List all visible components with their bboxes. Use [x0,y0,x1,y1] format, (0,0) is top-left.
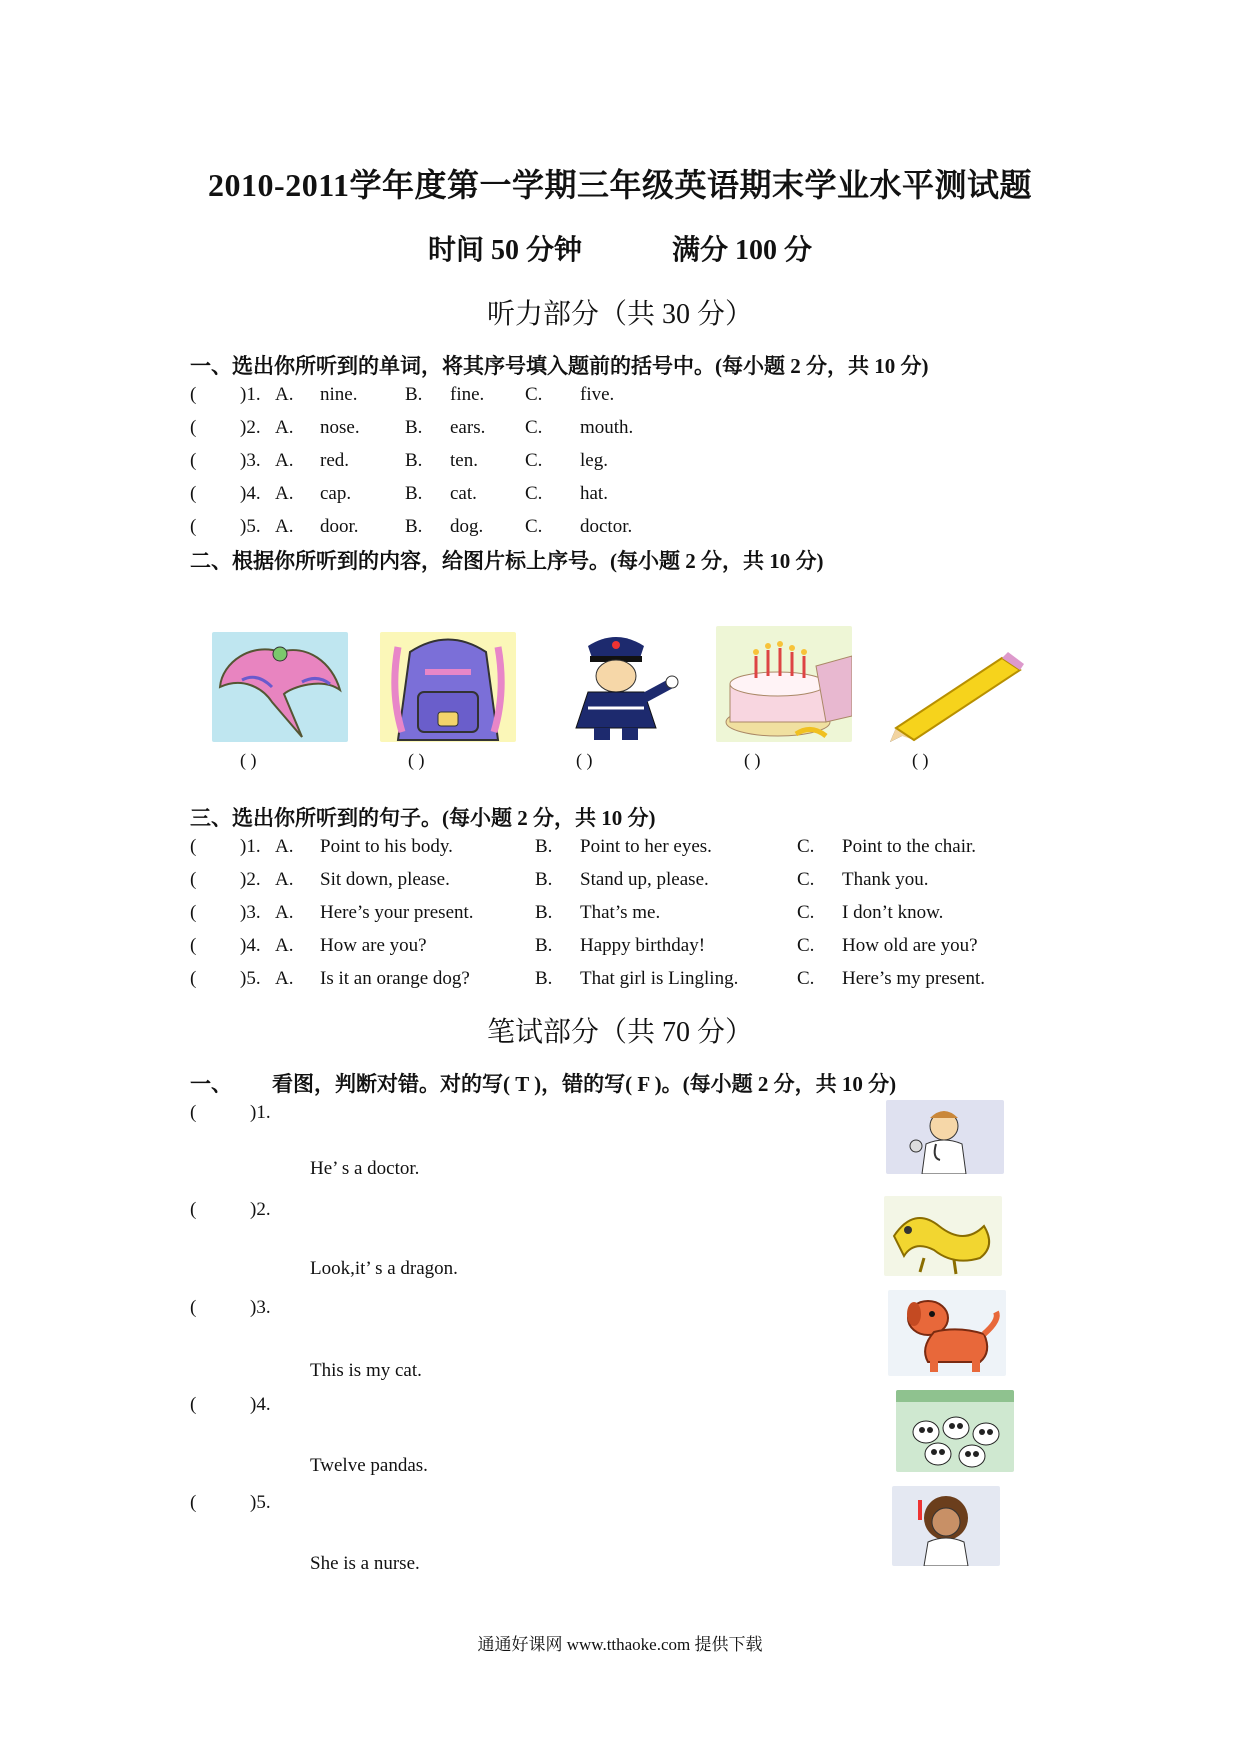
pandas-image [896,1390,1014,1472]
pencil-image [884,650,1024,742]
exam-title: 2010-2011学年度第一学期三年级英语期末学业水平测试题 [208,167,1032,203]
writing-part1-instruction: 一、 看图，判断对错。对的写( T )，错的写( F )。(每小题 2 分，共 10 分) [190,1072,897,1096]
birthday-cake-image [716,626,852,742]
exam-time: 时间 50 分钟 [427,235,582,266]
picture-answer-parens: ( ) ( ) ( ) ( ) ( ) [240,750,929,770]
doctor-image [886,1100,1004,1174]
sentence-text: She is a nurse. [310,1553,420,1574]
dog-image [888,1290,1006,1376]
sentence-text: Twelve pandas. [310,1455,428,1476]
listening-heading: 听力部分（共 30 分） [486,299,753,330]
listening-part3-instruction: 三、选出你所听到的句子。(每小题 2 分，共 10 分) [190,806,656,830]
kite-image [212,632,348,742]
sentence-text: He’ s a doctor. [310,1158,420,1179]
schoolbag-image [380,632,516,742]
sentence-text: Look,it’ s a dragon. [310,1258,458,1279]
listening-part2-instruction: 二、根据你所听到的内容，给图片标上序号。(每小题 2 分，共 10 分) [190,549,824,573]
exam-meta [0,228,1240,268]
footer-source: 通通好课网 www.tthaoke.com 提供下载 [477,1635,763,1654]
writing-heading: 笔试部分（共 70 分） [486,1017,753,1048]
sentence-text: This is my cat. [310,1360,422,1381]
dragon-image [884,1196,1002,1276]
policeman-image [548,628,684,742]
nurse-image [892,1486,1000,1566]
listening-part1-instruction: 一、选出你所听到的单词，将其序号填入题前的括号中。(每小题 2 分，共 10 分) [190,354,929,378]
exam-full-score: 满分 100 分 [672,235,813,266]
